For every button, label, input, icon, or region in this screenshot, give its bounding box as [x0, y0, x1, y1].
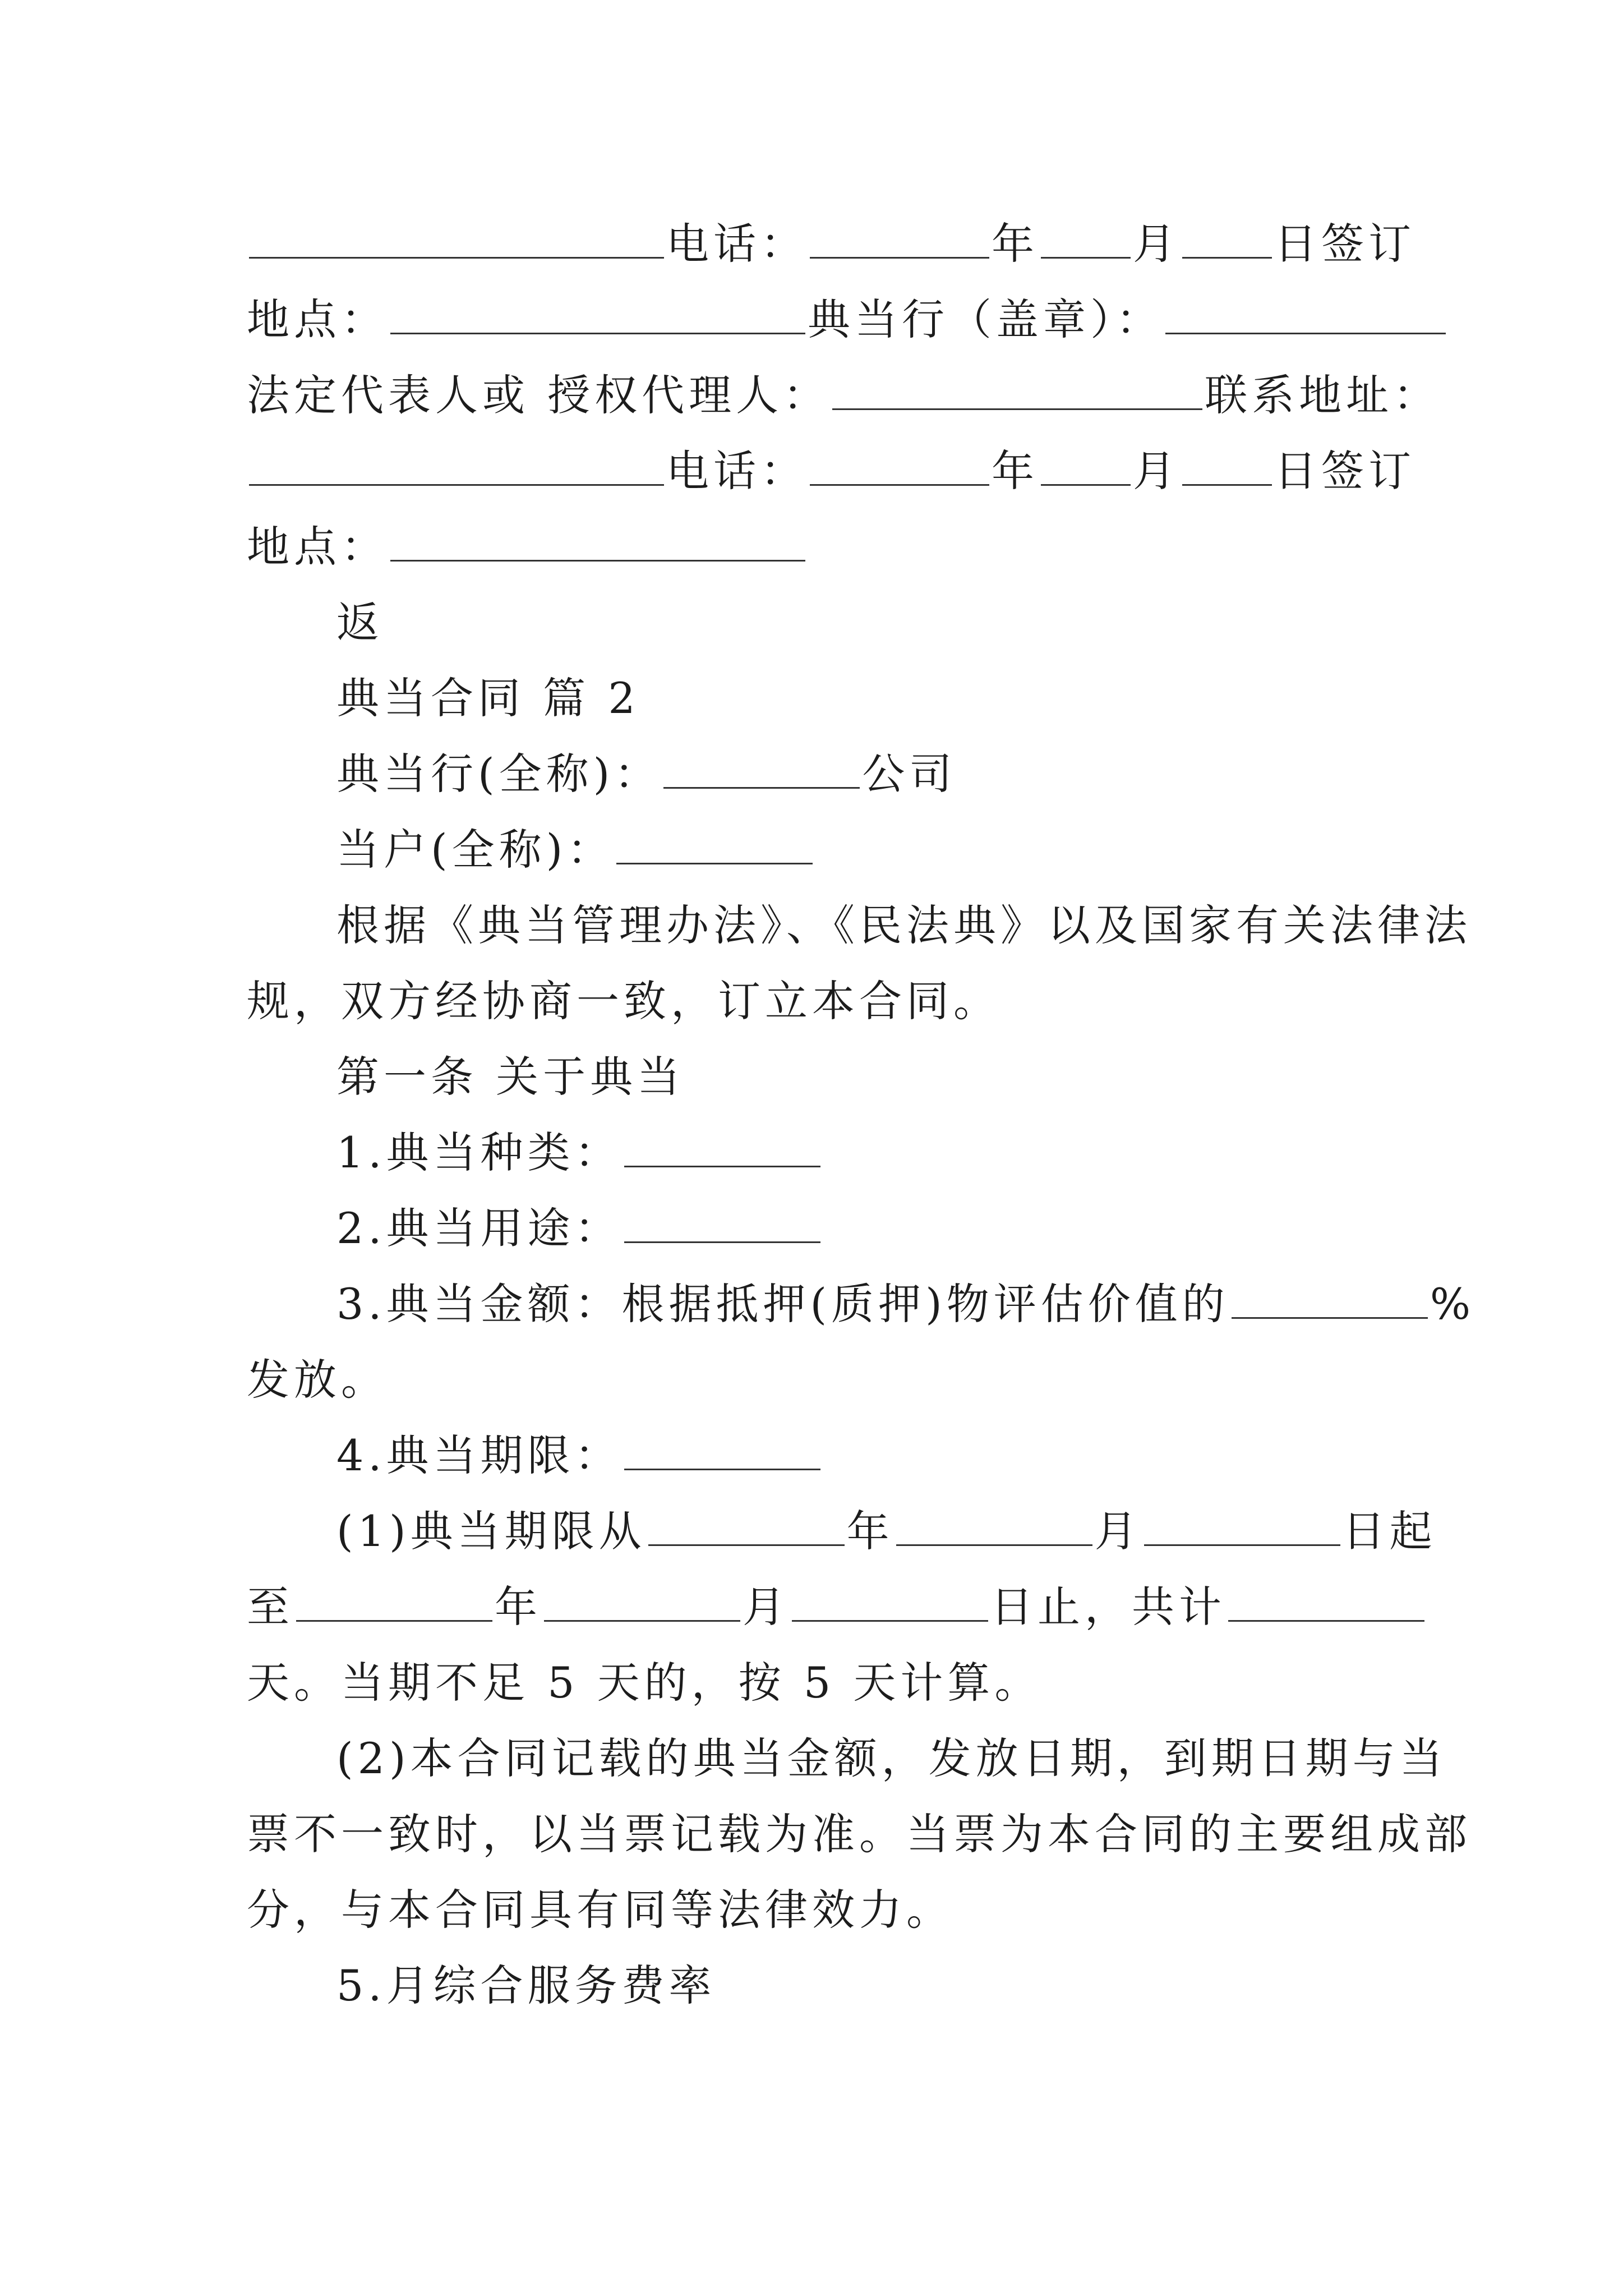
intro-paragraph-line-1: 根据《典当管理办法》、《民法典》以及国家有关法律法: [336, 900, 1472, 950]
from-month-blank: [896, 1503, 1092, 1546]
pawnshop-blank: [663, 746, 860, 789]
percent-blank: [1232, 1276, 1428, 1319]
from-year-blank: [648, 1503, 845, 1546]
signature-line-5: 地点：: [247, 516, 1396, 578]
month-blank: [1041, 443, 1131, 486]
to-month-blank: [544, 1579, 740, 1622]
total-days-blank: [1228, 1579, 1424, 1622]
signature-line-2: 地点： 典当行（盖章）：: [247, 289, 1396, 351]
item-pawn-term: 4.典当期限：: [336, 1425, 1486, 1487]
to-year-blank: [296, 1579, 492, 1622]
item-pawn-use: 2.典当用途：: [336, 1198, 1486, 1259]
intro-paragraph-line-2: 规，双方经协商一致，订立本合同。: [247, 976, 1000, 1026]
item-pawn-type: 1.典当种类：: [336, 1122, 1486, 1184]
address-blank: [249, 443, 664, 486]
pawn-use-blank: [624, 1200, 820, 1243]
phone-blank: [810, 215, 989, 259]
pawner-blank: [616, 821, 813, 864]
term-from-line: (1)典当期限从 年 月 日起: [336, 1501, 1486, 1562]
term-days-note: 天。当期不足 5 天的，按 5 天计算。: [247, 1658, 1042, 1708]
item-service-fee: 5.月综合服务费率: [336, 1961, 716, 2010]
signature-line-4: 电话： 年 月 日签订: [247, 440, 1396, 502]
note-2-line-2: 票不一致时，以当票记载为准。当票为本合同的主要组成部: [247, 1809, 1472, 1859]
note-2-line-3: 分，与本合同具有同等法律效力。: [247, 1885, 953, 1935]
from-day-blank: [1144, 1503, 1340, 1546]
phone-blank: [810, 443, 989, 486]
item-pawn-amount-cont: 发放。: [247, 1355, 388, 1405]
article-heading: 第一条 关于典当: [336, 1052, 685, 1102]
day-blank: [1182, 215, 1272, 259]
pawner-name-line: 当户(全称)：: [336, 819, 1486, 881]
note-2-line-1: (2)本合同记载的典当金额，发放日期，到期日期与当: [336, 1733, 1447, 1783]
term-blank: [624, 1427, 820, 1470]
place-blank: [390, 291, 805, 334]
item-pawn-amount: 3.典当金额：根据抵押(质押)物评估价值的 %: [336, 1273, 1486, 1335]
signature-line-3: 法定代表人或 授权代理人： 联系地址：: [247, 365, 1396, 426]
to-day-blank: [792, 1579, 988, 1622]
rep-blank: [832, 367, 1202, 410]
month-blank: [1041, 215, 1131, 259]
place-blank: [390, 518, 805, 562]
pawn-type-blank: [624, 1124, 820, 1167]
signature-line-1: 电话： 年 月 日签订: [247, 213, 1396, 275]
return-text: 返: [336, 597, 384, 647]
term-to-line: 至 年 月 日止，共计: [247, 1576, 1396, 1638]
section-heading: 典当合同 篇 2: [336, 673, 640, 723]
name-blank: [249, 215, 664, 259]
pawnshop-name-line: 典当行(全称)： 公司: [336, 743, 1486, 805]
seal-blank: [1165, 291, 1446, 334]
day-blank: [1182, 443, 1272, 486]
